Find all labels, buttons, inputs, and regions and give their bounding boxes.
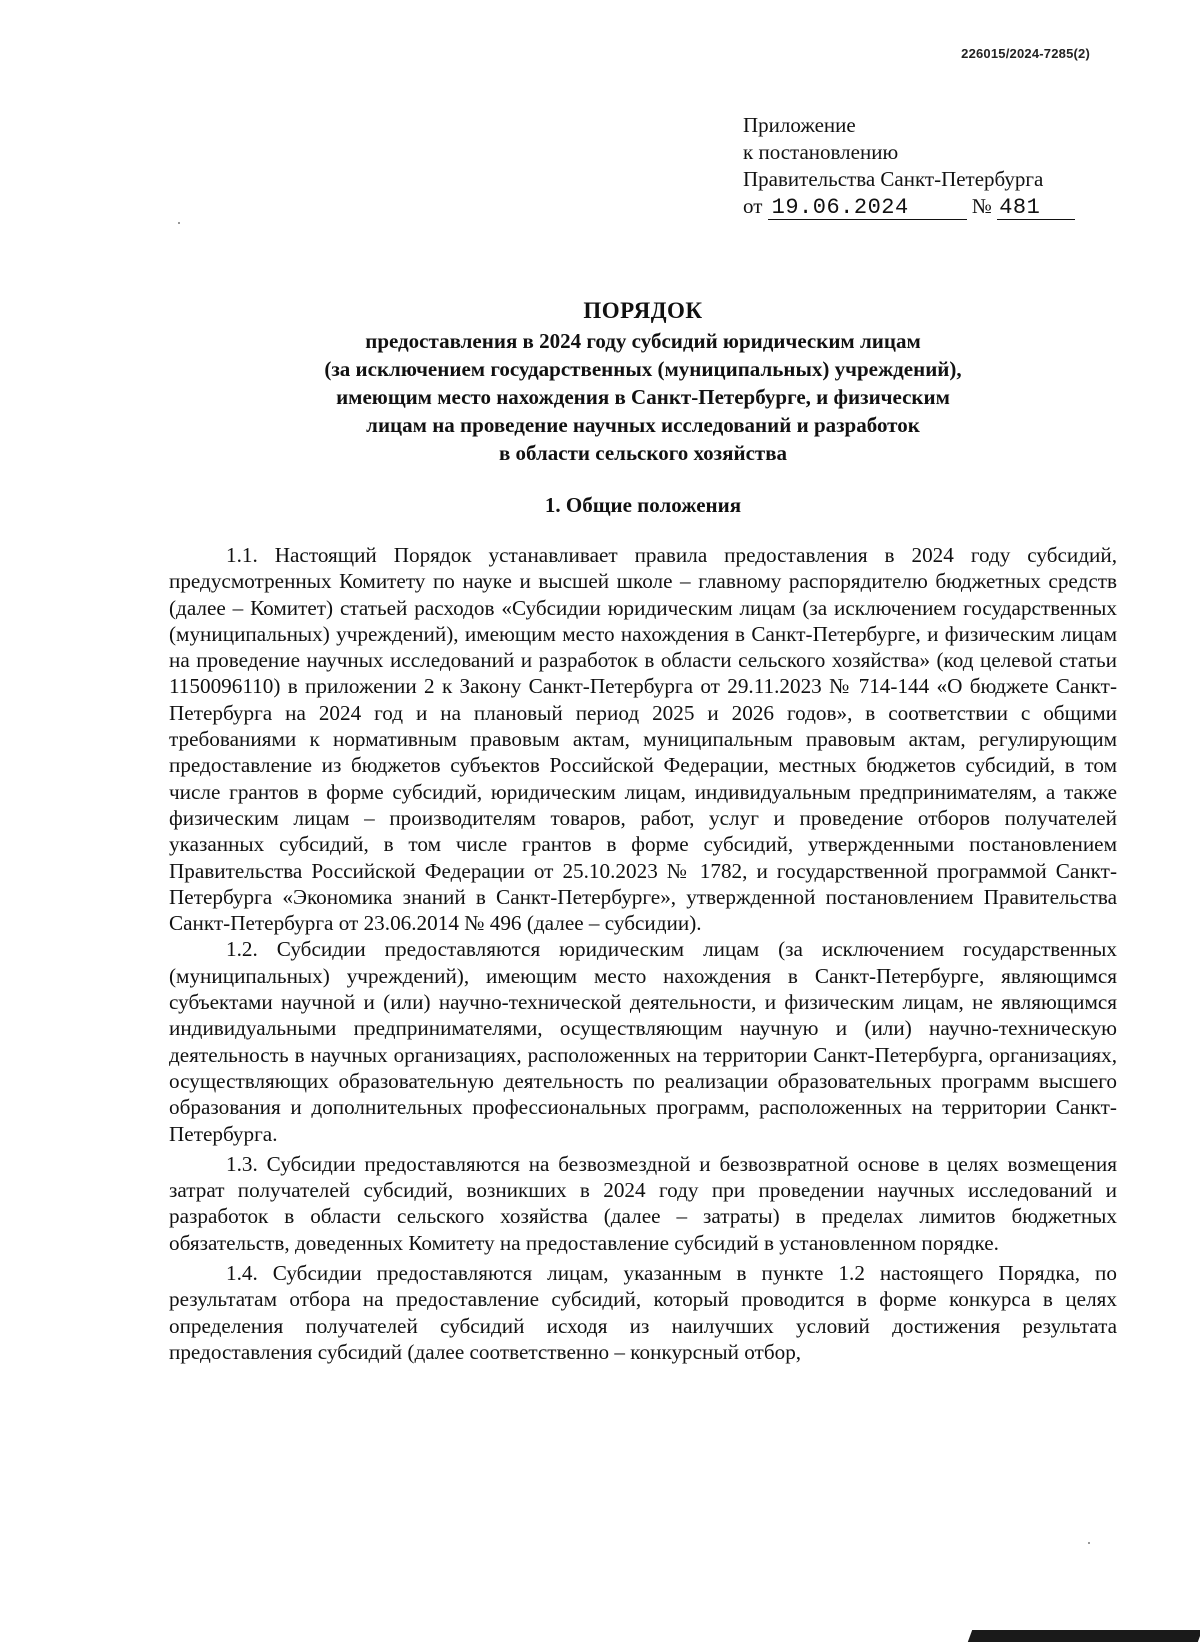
appendix-date-line [743, 193, 1143, 220]
decree-number: 481 [997, 197, 1075, 220]
scan-edge-shadow [968, 1630, 1200, 1642]
document-title [170, 297, 1116, 467]
section-heading: 1. Общие положения [544, 493, 742, 517]
paragraph-1-4: 1.4. Субсидии предоставляются лицам, указанным в пункте 1.2 настоящего Порядка, по результатам отбора на предоставление субсидий, который проводится в форме конкурса в целях определения получателей субсидий исходя из наилучших условий достижения результата предоставления субсидий (далее соответственно – конкурсный отбор, [169, 1261, 1117, 1364]
document-registration-code: 226015/2024-7285(2) [961, 46, 1090, 61]
title-sub-line: имеющим место нахождения в Санкт-Петербурге, и физическим [336, 385, 950, 409]
appendix-block [743, 112, 1143, 220]
date-prefix: от [743, 194, 763, 218]
paragraph-1-2: 1.2. Субсидии предоставляются юридическим лицам (за исключением государственных (муниципальных) учреждений), имеющим место нахождения в Санкт-Петербурге, являющимся субъектами научной и (или) научно-технической деятельности, и физическим лицам, не являющимся индивидуальными предпринимателями, осуществляющим научную и (или) научно-техническую деятельность в научных организациях, расположенных на территории Санкт-Петербурга, организациях, осуществляющих образовательную деятельность по реализации образовательных программ высшего образования и дополнительных профессиональных программ, расположенных на территории Санкт-Петербурга. [169, 937, 1117, 1146]
paragraph-1-1: 1.1. Настоящий Порядок устанавливает правила предоставления в 2024 году субсидий, предусмотренных Комитету по науке и высшей школе – главному распорядителю бюджетных средств (далее – Комитет) статьей расходов «Субсидии юридическим лицам (за исключением государственных (муниципальных) учреждений), имеющим место нахождения в Санкт-Петербурге, и физическим лицам на проведение научных исследований и разработок в области сельского хозяйства» (код целевой статьи 1150096110) в приложении 2 к Закону Санкт-Петербурга от 29.11.2023 № 714-144 «О бюджете Санкт-Петербурга на 2024 год и на плановый период 2025 и 2026 годов», в соответствии с общими требованиями к нормативным правовым актам, муниципальным правовым актам, регулирующим предоставление из бюджетов субъектов Российской Федерации, местных бюджетов субсидий, в том числе грантов в форме субсидий, юридическим лицам, индивидуальным предпринимателям, а также физическим лицам – производителям товаров, работ, услуг и проведение отборов получателей указанных субсидий, в том числе грантов в форме субсидий, утвержденными постановлением Правительства Российской Федерации от 25.10.2023 № 1782, и государственной программой Санкт-Петербурга «Экономика знаний в Санкт-Петербурге», утвержденной постановлением Правительства Санкт-Петербурга от 23.06.2014 № 496 (далее – субсидии). [169, 543, 1117, 936]
appendix-line-2: к постановлению [743, 140, 899, 164]
document-body [169, 542, 1117, 1365]
decree-date: 19.06.2024 [768, 197, 967, 220]
scan-speck [178, 222, 180, 224]
title-sub-line: (за исключением государственных (муниципальных) учреждений), [324, 357, 962, 381]
number-prefix: № [971, 194, 992, 218]
title-sub-line: предоставления в 2024 году субсидий юридическим лицам [365, 329, 921, 353]
title-sub-line: в области сельского хозяйства [498, 441, 788, 465]
appendix-line-3: Правительства Санкт-Петербурга [743, 167, 1044, 191]
title-subtitle [170, 327, 1116, 467]
title-sub-line: лицам на проведение научных исследований и разработок [366, 413, 920, 437]
paragraph-1-3: 1.3. Субсидии предоставляются на безвозмездной и безвозвратной основе в целях возмещения затрат получателей субсидий, возникших в 2024 году при проведении научных исследований и разработок в области сельского хозяйства (далее – затраты) в пределах лимитов бюджетных обязательств, доведенных Комитету на предоставление субсидий в установленном порядке. [169, 1151, 1117, 1255]
appendix-line-1: Приложение [743, 113, 856, 137]
scan-speck [1088, 1542, 1090, 1544]
title-main: ПОРЯДОК [583, 298, 703, 323]
